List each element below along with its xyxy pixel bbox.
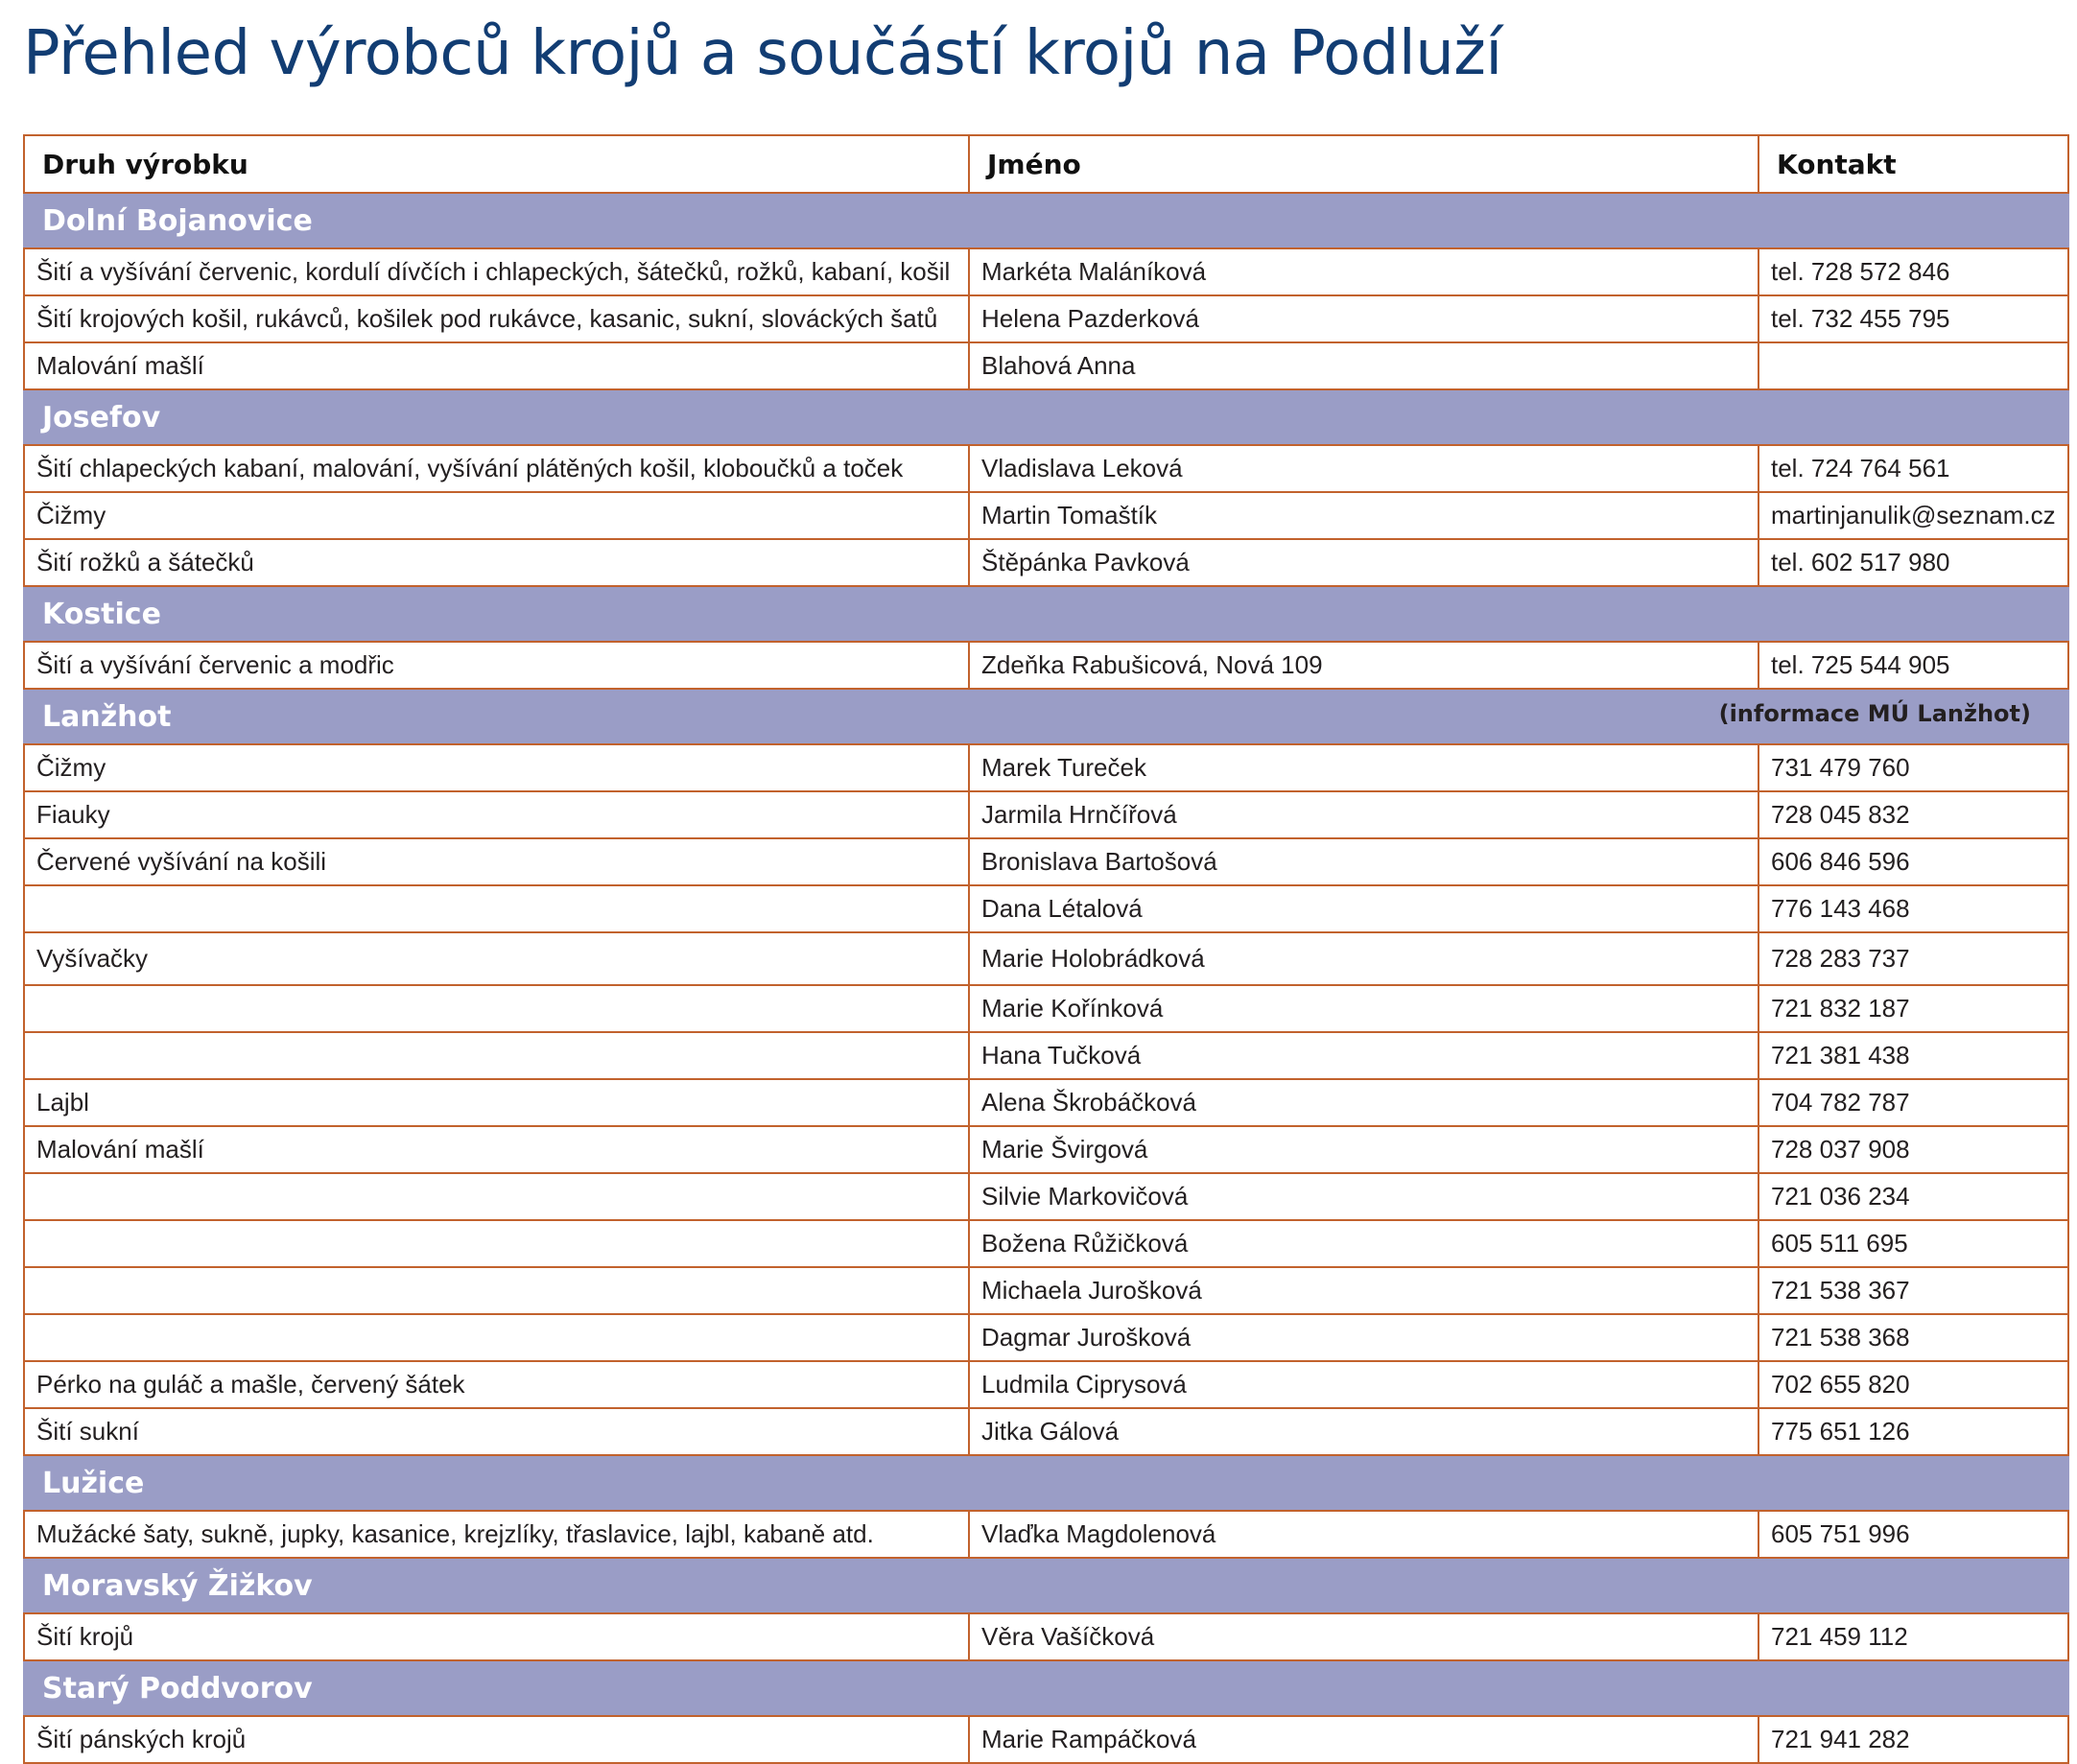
group-header-content — [42, 401, 2056, 435]
maker-name-cell: Blahová Anna — [969, 342, 1758, 389]
contact-cell: 731 479 760 — [1758, 744, 2068, 791]
product-type-cell: Čižmy — [24, 492, 969, 539]
contact-cell: tel. 724 764 561 — [1758, 445, 2068, 492]
product-type-cell: Šití pánských krojů — [24, 1716, 969, 1763]
table-row — [24, 1267, 2068, 1314]
table-body — [24, 193, 2068, 1763]
maker-name-cell: Věra Vašíčková — [969, 1613, 1758, 1660]
column-header-product-type: Druh výrobku — [24, 135, 969, 193]
group-header-cell — [24, 1660, 2068, 1716]
table-row — [24, 342, 2068, 389]
maker-name-cell: Vladislava Leková — [969, 445, 1758, 492]
table-row — [24, 1032, 2068, 1079]
table-row — [24, 492, 2068, 539]
group-header-row — [24, 193, 2068, 248]
table-row — [24, 985, 2068, 1032]
contact-cell: 605 511 695 — [1758, 1220, 2068, 1267]
maker-name-cell: Hana Tučková — [969, 1032, 1758, 1079]
product-type-cell: Vyšívačky — [24, 932, 969, 985]
village-name: Moravský Žižkov — [42, 1568, 313, 1603]
maker-name-cell: Marie Rampáčková — [969, 1716, 1758, 1763]
group-header-content — [42, 1672, 2056, 1705]
product-type-cell: Šití sukní — [24, 1408, 969, 1455]
product-type-cell: Šití krojů — [24, 1613, 969, 1660]
group-header-cell — [24, 586, 2068, 642]
village-name: Kostice — [42, 597, 161, 631]
product-type-cell: Šití a vyšívání červenic, kordulí dívčích i chlapeckých, šátečků, rožků, kabaní, košil — [24, 248, 969, 295]
product-type-cell — [24, 1032, 969, 1079]
contact-cell: 721 459 112 — [1758, 1613, 2068, 1660]
contact-cell: 721 832 187 — [1758, 985, 2068, 1032]
maker-name-cell: Marie Švirgová — [969, 1126, 1758, 1173]
product-type-cell: Šití a vyšívání červenic a modřic — [24, 642, 969, 689]
table-row — [24, 248, 2068, 295]
table-row — [24, 1126, 2068, 1173]
contact-cell: tel. 728 572 846 — [1758, 248, 2068, 295]
product-type-cell — [24, 1314, 969, 1361]
table-row — [24, 1220, 2068, 1267]
table-row — [24, 1511, 2068, 1558]
group-header-content — [42, 1467, 2056, 1500]
product-type-cell: Červené vyšívání na košili — [24, 838, 969, 885]
contact-cell: tel. 732 455 795 — [1758, 295, 2068, 342]
contact-cell: 775 651 126 — [1758, 1408, 2068, 1455]
maker-name-cell: Alena Škrobáčková — [969, 1079, 1758, 1126]
maker-name-cell: Štěpánka Pavková — [969, 539, 1758, 586]
table-row — [24, 1613, 2068, 1660]
village-name: Lužice — [42, 1466, 145, 1500]
product-type-cell: Mužácké šaty, sukně, jupky, kasanice, krejzlíky, třaslavice, lajbl, kabaně atd. — [24, 1511, 969, 1558]
maker-name-cell: Ludmila Ciprysová — [969, 1361, 1758, 1408]
contact-cell: tel. 725 544 905 — [1758, 642, 2068, 689]
maker-name-cell: Zdeňka Rabušicová, Nová 109 — [969, 642, 1758, 689]
table-row — [24, 1408, 2068, 1455]
group-header-row — [24, 1660, 2068, 1716]
group-header-content — [42, 1569, 2056, 1603]
table-row — [24, 1361, 2068, 1408]
product-type-cell — [24, 985, 969, 1032]
product-type-cell: Lajbl — [24, 1079, 969, 1126]
table-row — [24, 445, 2068, 492]
product-type-cell: Čižmy — [24, 744, 969, 791]
maker-name-cell: Markéta Maláníková — [969, 248, 1758, 295]
maker-name-cell: Helena Pazderková — [969, 295, 1758, 342]
table-row — [24, 1079, 2068, 1126]
product-type-cell: Šití krojových košil, rukávců, košilek pod rukávce, kasanic, sukní, slováckých šatů — [24, 295, 969, 342]
maker-name-cell: Božena Růžičková — [969, 1220, 1758, 1267]
contact-cell: 721 941 282 — [1758, 1716, 2068, 1763]
contact-cell: 776 143 468 — [1758, 885, 2068, 932]
group-header-cell — [24, 689, 2068, 744]
maker-name-cell: Dagmar Jurošková — [969, 1314, 1758, 1361]
group-header-row — [24, 389, 2068, 445]
table-row — [24, 885, 2068, 932]
contact-cell: 721 538 367 — [1758, 1267, 2068, 1314]
maker-name-cell: Michaela Jurošková — [969, 1267, 1758, 1314]
group-header-cell — [24, 389, 2068, 445]
table-row — [24, 1716, 2068, 1763]
group-header-cell — [24, 1455, 2068, 1511]
product-type-cell: Malování mašlí — [24, 1126, 969, 1173]
group-header-row — [24, 689, 2068, 744]
group-note: (informace MÚ Lanžhot) — [1718, 699, 2031, 727]
contact-cell: 721 036 234 — [1758, 1173, 2068, 1220]
group-header-row — [24, 586, 2068, 642]
table-row — [24, 791, 2068, 838]
group-header-row — [24, 1558, 2068, 1613]
contact-cell: 728 037 908 — [1758, 1126, 2068, 1173]
contact-cell: 721 538 368 — [1758, 1314, 2068, 1361]
contact-cell: tel. 602 517 980 — [1758, 539, 2068, 586]
table-row — [24, 1314, 2068, 1361]
group-header-cell — [24, 193, 2068, 248]
maker-name-cell: Silvie Markovičová — [969, 1173, 1758, 1220]
maker-name-cell: Marie Holobrádková — [969, 932, 1758, 985]
table-header-row — [24, 135, 2068, 193]
contact-cell — [1758, 342, 2068, 389]
product-type-cell — [24, 885, 969, 932]
group-header-content — [42, 700, 2056, 734]
maker-name-cell: Bronislava Bartošová — [969, 838, 1758, 885]
group-header-content — [42, 598, 2056, 631]
manufacturers-table — [23, 134, 2069, 1764]
maker-name-cell: Marek Tureček — [969, 744, 1758, 791]
table-row — [24, 642, 2068, 689]
table-row — [24, 744, 2068, 791]
maker-name-cell: Marie Kořínková — [969, 985, 1758, 1032]
product-type-cell — [24, 1220, 969, 1267]
page-title: Přehled výrobců krojů a součástí krojů na Podluží — [23, 18, 1502, 89]
column-header-name: Jméno — [969, 135, 1758, 193]
product-type-cell — [24, 1267, 969, 1314]
village-name: Dolní Bojanovice — [42, 203, 313, 238]
maker-name-cell: Jarmila Hrnčířová — [969, 791, 1758, 838]
contact-cell: 605 751 996 — [1758, 1511, 2068, 1558]
product-type-cell: Pérko na guláč a mašle, červený šátek — [24, 1361, 969, 1408]
village-name: Josefov — [42, 400, 161, 435]
contact-cell: 728 283 737 — [1758, 932, 2068, 985]
contact-cell: 702 655 820 — [1758, 1361, 2068, 1408]
table-row — [24, 932, 2068, 985]
group-header-content — [42, 204, 2056, 238]
table-row — [24, 295, 2068, 342]
table-row — [24, 838, 2068, 885]
table-row — [24, 539, 2068, 586]
column-header-contact: Kontakt — [1758, 135, 2068, 193]
village-name: Lanžhot — [42, 699, 172, 734]
maker-name-cell: Jitka Gálová — [969, 1408, 1758, 1455]
product-type-cell: Malování mašlí — [24, 342, 969, 389]
contact-cell: 728 045 832 — [1758, 791, 2068, 838]
contact-cell: martinjanulik@seznam.cz — [1758, 492, 2068, 539]
contact-cell: 721 381 438 — [1758, 1032, 2068, 1079]
maker-name-cell: Vlaďka Magdolenová — [969, 1511, 1758, 1558]
maker-name-cell: Dana Létalová — [969, 885, 1758, 932]
product-type-cell: Fiauky — [24, 791, 969, 838]
village-name: Starý Poddvorov — [42, 1671, 313, 1705]
product-type-cell — [24, 1173, 969, 1220]
contact-cell: 704 782 787 — [1758, 1079, 2068, 1126]
product-type-cell: Šití chlapeckých kabaní, malování, vyšívání plátěných košil, kloboučků a toček — [24, 445, 969, 492]
group-header-cell — [24, 1558, 2068, 1613]
maker-name-cell: Martin Tomaštík — [969, 492, 1758, 539]
table-row — [24, 1173, 2068, 1220]
product-type-cell: Šití rožků a šátečků — [24, 539, 969, 586]
contact-cell: 606 846 596 — [1758, 838, 2068, 885]
group-header-row — [24, 1455, 2068, 1511]
